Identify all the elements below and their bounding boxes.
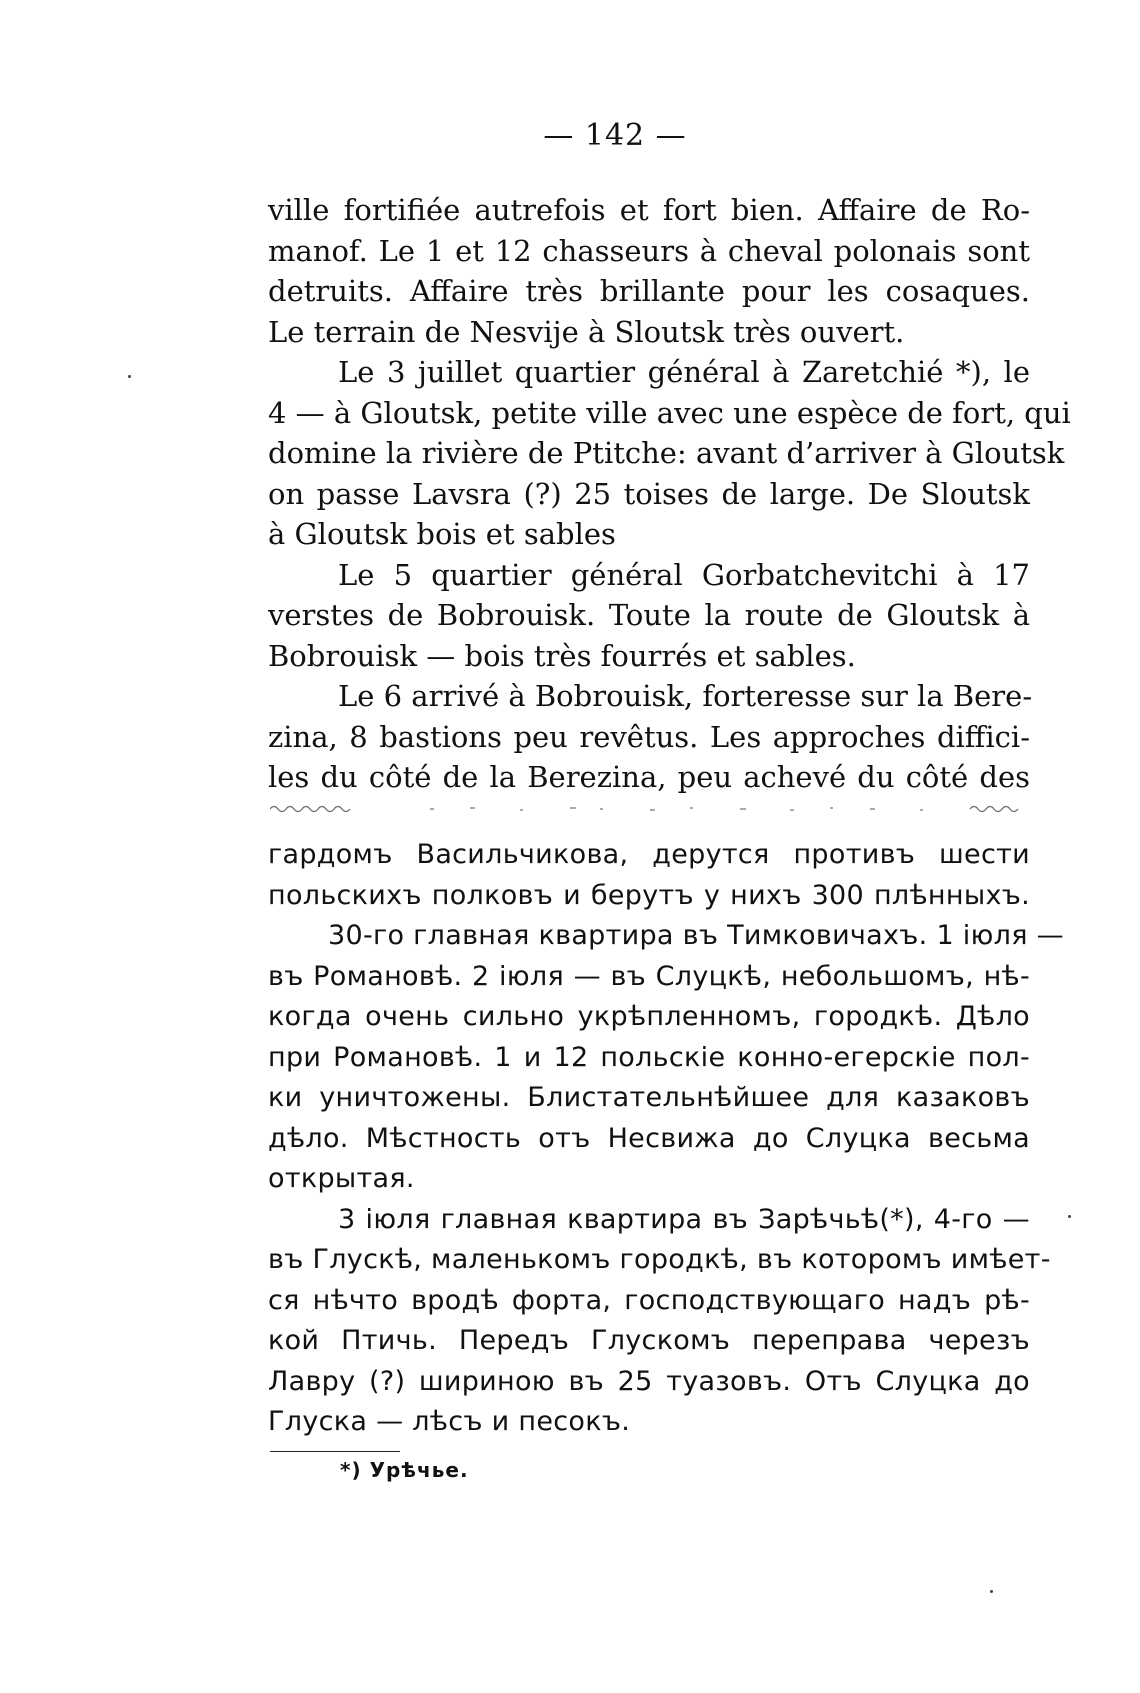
text-line: ки уничтожены. Блистательнѣйшее для казаковъ — [268, 1082, 1030, 1113]
text-line: 3 іюля главная квартира въ Зарѣчьѣ(*), 4-го — — [338, 1203, 1030, 1235]
footnote-divider — [270, 1451, 400, 1452]
page-number: — 142 — — [543, 118, 687, 153]
text-line: Le 5 quartier général Gorbatchevitchi à 17 — [338, 557, 1030, 592]
text-line: Le 6 arrivé à Bobrouisk, forteresse sur la Bere- — [338, 679, 1033, 713]
text-line: въ Романовѣ. 2 іюля — въ Слуцкѣ, небольшомъ, нѣ- — [268, 960, 1030, 992]
text-line: въ Глускѣ, маленькомъ городкѣ, въ которомъ имѣет- — [268, 1244, 1051, 1275]
footnote: *) Урѣчье. — [340, 1458, 469, 1482]
text-line: дѣло. Мѣстность отъ Несвижа до Слуцка весьма — [268, 1122, 1030, 1154]
french-text-block — [268, 190, 1071, 798]
text-line: 4 — à Gloutsk, petite ville avec une espèce de fort, qui — [268, 395, 1071, 430]
text-line: польскихъ полковъ и берутъ у нихъ 300 плѣнныхъ. — [268, 879, 1030, 911]
text-line: detruits. Affaire très brillante pour les cosaques. — [268, 274, 1030, 308]
page-cut-mark — [270, 800, 1030, 814]
text-line: les du côté de la Berezina, peu achevé du côté des — [268, 760, 1030, 794]
text-line: ся нѣчто вродѣ форта, господствующаго надъ рѣ- — [268, 1284, 1030, 1316]
text-line: при Романовѣ. 1 и 12 польскіе конно-егерскіе пол- — [268, 1041, 1030, 1073]
text-line: Le terrain de Nesvije à Sloutsk très ouvert. — [268, 314, 905, 349]
scan-speck — [1068, 1215, 1071, 1218]
text-line: когда очень сильно укрѣпленномъ, городкѣ. Дѣло — [268, 1001, 1030, 1032]
text-line: domine la rivière de Ptitche: avant d’arriver à Gloutsk — [268, 436, 1065, 470]
text-line: verstes de Bobrouisk. Toute la route de Gloutsk à — [268, 598, 1030, 632]
text-line: кой Птичь. Передъ Глускомъ переправа черезъ — [268, 1325, 1030, 1356]
text-line: zina, 8 bastions peu revêtus. Les approches diffici- — [268, 719, 1030, 754]
text-line: Le 3 juillet quartier général à Zaretchié *), le — [338, 355, 1030, 389]
text-line: manof. Le 1 et 12 chasseurs à cheval polonais sont — [268, 233, 1030, 268]
text-line: à Gloutsk bois et sables — [268, 517, 616, 551]
text-line: ville fortifiée autrefois et fort bien. Affaire de Ro- — [268, 193, 1030, 227]
russian-text-block — [268, 835, 1064, 1443]
text-line: on passe Lavsra (?) 25 toises de large. De Sloutsk — [268, 476, 1030, 511]
text-line: Лавру (?) шириною въ 25 туазовъ. Отъ Слуцка до — [268, 1365, 1030, 1397]
text-line: гардомъ Васильчикова, дерутся противъ шести — [268, 839, 1030, 870]
scan-speck — [128, 375, 131, 378]
text-line: 30-го главная квартира въ Тимковичахъ. 1 іюля — — [328, 920, 1064, 951]
scan-speck — [990, 1590, 993, 1593]
text-line: открытая. — [268, 1163, 415, 1194]
text-line: Bobrouisk — bois très fourrés et sables. — [268, 638, 856, 673]
text-line: Глуска — лѣсъ и песокъ. — [268, 1406, 631, 1437]
